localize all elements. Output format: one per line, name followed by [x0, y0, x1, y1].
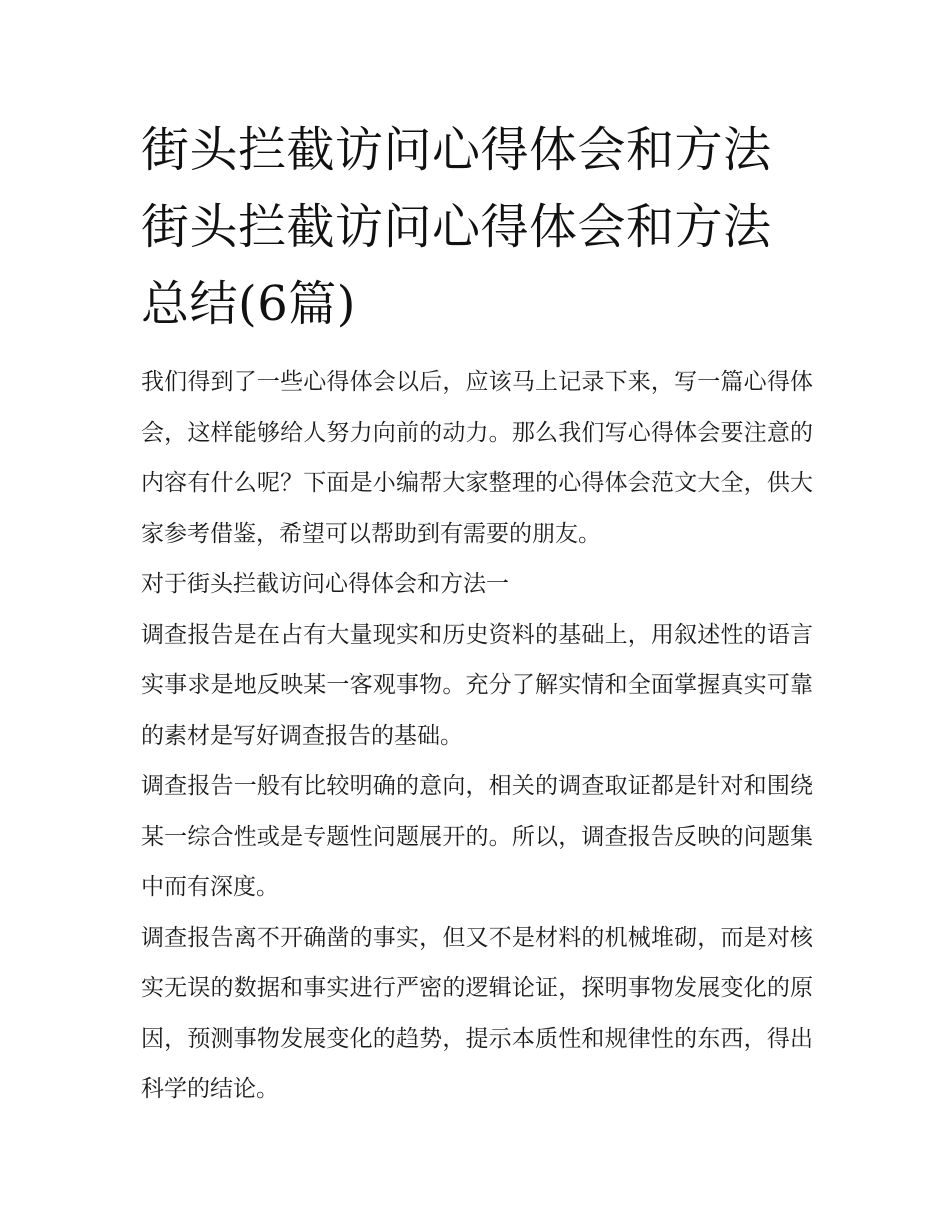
document-body [141, 357, 813, 1115]
title-line: 街头拦截访问心得体会和方法 [141, 122, 772, 178]
body-paragraph: 调查报告离不开确凿的事实，但又不是材料的机械堆砌，而是对核实无误的数据和事实进行严密的逻辑论证，探明事物发展变化的原因，预测事物发展变化的趋势，提示本质性和规律性的东西，得出科学的结论。 [141, 924, 813, 1102]
title-line: 总结(6篇) [141, 276, 356, 332]
body-paragraph: 调查报告是在占有大量现实和历史资料的基础上，用叙述性的语言实事求是地反映某一客观事物。充分了解实情和全面掌握真实可靠的素材是写好调查报告的基础。 [141, 621, 813, 749]
document-title [141, 112, 813, 343]
intro-paragraph: 我们得到了一些心得体会以后，应该马上记录下来，写一篇心得体会，这样能够给人努力向前的动力。那么我们写心得体会要注意的内容有什么呢？下面是小编帮大家整理的心得体会范文大全，供大家参考借鉴，希望可以帮助到有需要的朋友。 [141, 369, 813, 547]
body-paragraph: 调查报告一般有比较明确的意向，相关的调查取证都是针对和围绕某一综合性或是专题性问题展开的。所以，调查报告反映的问题集中而有深度。 [141, 773, 813, 900]
document-content [141, 112, 813, 1115]
section-heading: 对于街头拦截访问心得体会和方法一 [141, 571, 509, 597]
title-line: 街头拦截访问心得体会和方法 [141, 199, 772, 255]
